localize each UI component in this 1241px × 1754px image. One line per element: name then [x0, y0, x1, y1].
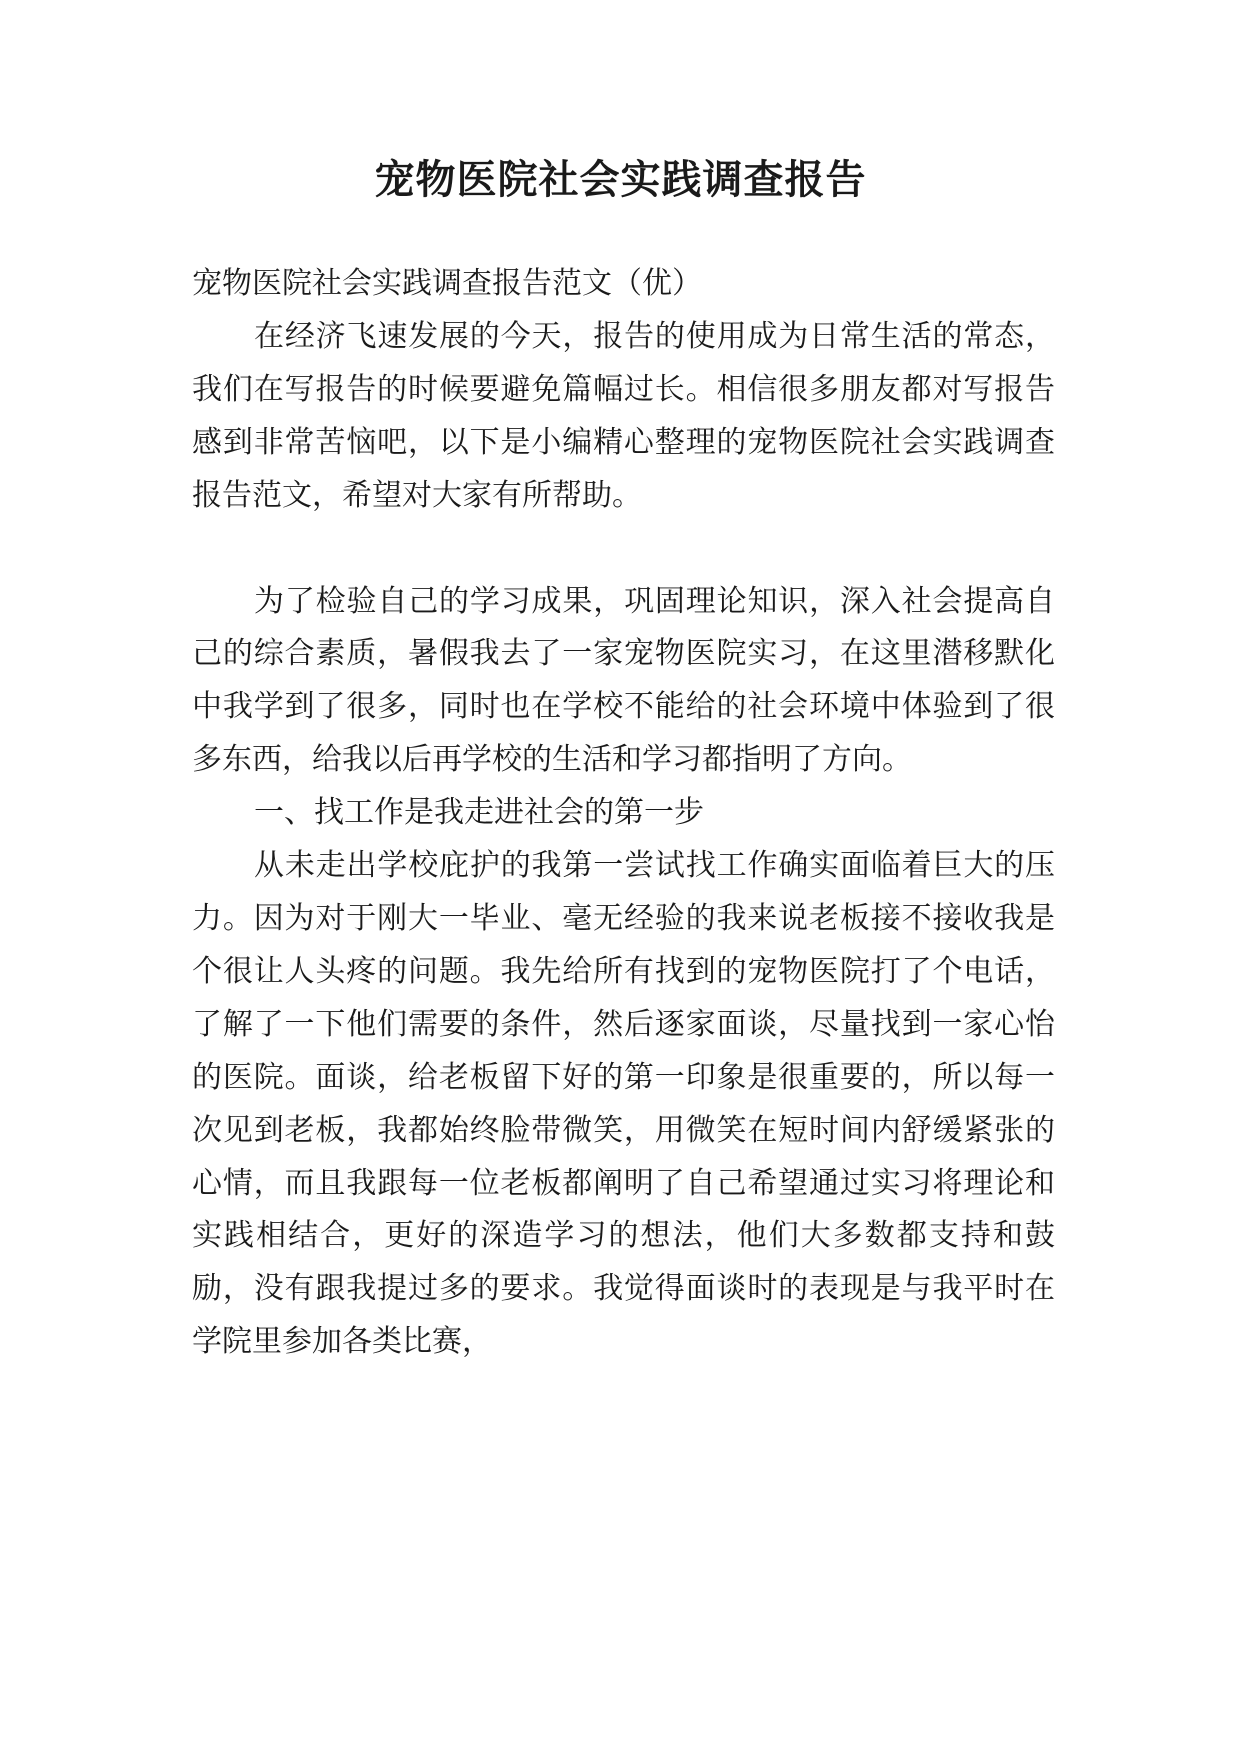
paragraph-spacer: [192, 523, 1055, 576]
section-1-paragraph: 从未走出学校庇护的我第一尝试找工作确实面临着巨大的压力。因为对于刚大一毕业、毫无经验的我来说老板接不接收我是个很让人头疼的问题。我先给所有找到的宠物医院打了个电话，了解了一下他们需要的条件，然后逐家面谈，尽量找到一家心怡的医院。面谈，给老板留下好的第一印象是很重要的，所以每一次见到老板，我都始终脸带微笑，用微笑在短时间内舒缓紧张的心情，而且我跟每一位老板都阐明了自己希望通过实习将理论和实践相结合，更好的深造学习的想法，他们大多数都支持和鼓励，没有跟我提过多的要求。我觉得面谈时的表现是与我平时在学院里参加各类比赛，: [192, 848, 1055, 1360]
section-heading-1: 一、找工作是我走进社会的第一步: [254, 795, 704, 831]
purpose-paragraph: 为了检验自己的学习成果，巩固理论知识，深入社会提高自己的综合素质，暑假我去了一家宠物医院实习，在这里潜移默化中我学到了很多，同时也在学校不能给的社会环境中体验到了很多东西，给我以后再学校的生活和学习都指明了方向。: [192, 583, 1055, 778]
document-body: [192, 258, 1055, 1369]
subtitle-line: 宠物医院社会实践调查报告范文（优）: [192, 266, 702, 301]
document-title: 宠物医院社会实践调查报告: [374, 157, 867, 203]
intro-paragraph: 在经济飞速发展的今天，报告的使用成为日常生活的常态，我们在写报告的时候要避免篇幅过长。相信很多朋友都对写报告感到非常苦恼吧，以下是小编精心整理的宠物医院社会实践调查报告范文，希望对大家有所帮助。: [192, 318, 1055, 513]
